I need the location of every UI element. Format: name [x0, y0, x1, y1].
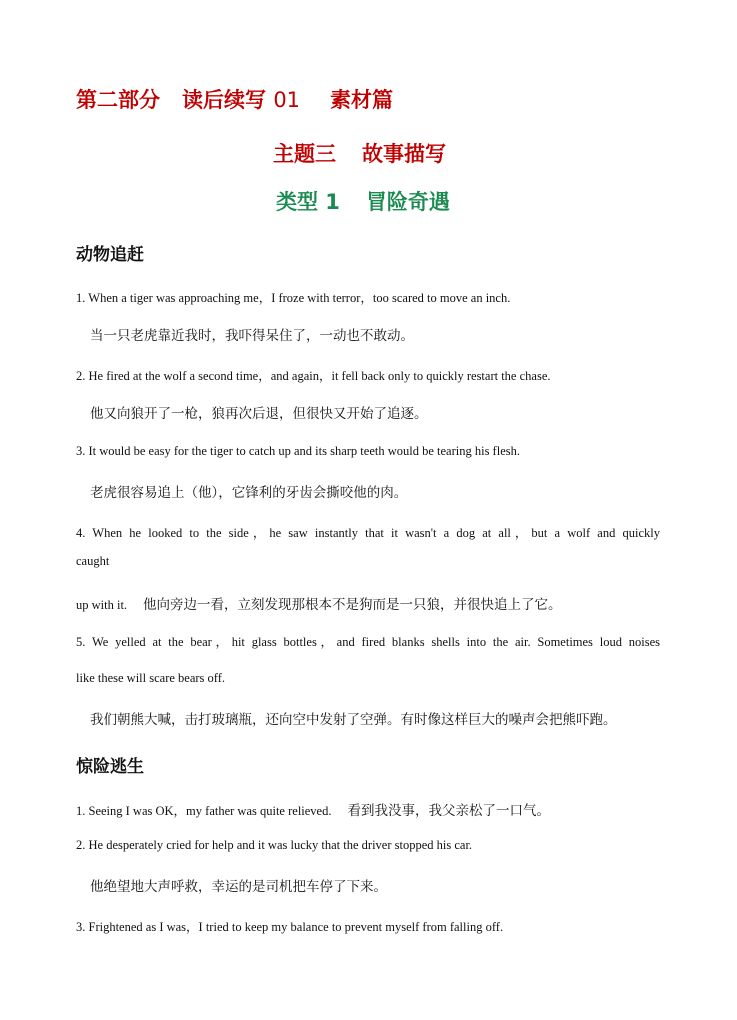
sentence-en: 2. He fired at the wolf a second time，and again，it fell back only to quickly restart the chase.: [76, 369, 551, 383]
type-label: 类型 1: [276, 190, 340, 214]
sentence-en-continued: like these will scare bears off.: [76, 671, 226, 685]
sentence-en-with-zh: [76, 593, 562, 613]
section-label: 读后续写: [182, 88, 266, 112]
section-heading-narrow-escape: 惊险逃生: [76, 757, 144, 777]
document-title: [76, 84, 393, 114]
sentence-zh: 他绝望地大声呼救，幸运的是司机把车停了下来。: [90, 879, 387, 895]
section-number: 01: [273, 88, 301, 112]
sentence-en: 4. When he looked to the side，he saw instantly that it wasn't a dog at all，but a wolf and quickly: [76, 526, 660, 540]
sentence-zh: 他向旁边一看，立刻发现那根本不是狗而是一只狼，并很快追上了它。: [143, 597, 562, 613]
type-title: [276, 186, 450, 216]
sentence-en: 2. He desperately cried for help and it was lucky that the driver stopped his car.: [76, 838, 473, 852]
sentence-en: 3. It would be easy for the tiger to catch up and its sharp teeth would be tearing his flesh.: [76, 444, 520, 458]
sentence-zh: 看到我没事，我父亲松了一口气。: [347, 803, 550, 819]
sentence-zh: 他又向狼开了一枪，狼再次后退，但很快又开始了追逐。: [90, 406, 428, 422]
part-label: 第二部分: [76, 88, 160, 112]
sentence-en: 3. Frightened as I was，I tried to keep my balance to prevent myself from falling off.: [76, 920, 504, 934]
theme-title: [273, 138, 446, 168]
sentence-en: 1. When a tiger was approaching me，I froze with terror，too scared to move an inch.: [76, 291, 511, 305]
type-name: 冒险奇遇: [365, 190, 450, 214]
sentence-en: 5. We yelled at the bear，hit glass bottles，and fired blanks shells into the air. Sometimes loud noises: [76, 635, 660, 649]
section-heading-animal-chase: 动物追赶: [76, 245, 144, 265]
sentence-en: 1. Seeing I was OK，my father was quite relieved.: [76, 804, 332, 818]
sentence-en-with-zh: [76, 799, 550, 819]
sentence-en-continued: caught: [76, 554, 110, 568]
sentence-en-continued: up with it.: [76, 598, 128, 612]
theme-label: 主题三: [273, 142, 336, 166]
category-label: 素材篇: [330, 88, 394, 112]
sentence-zh: 老虎很容易追上（他），它锋利的牙齿会撕咬他的肉。: [90, 485, 408, 501]
sentence-zh: 当一只老虎靠近我时，我吓得呆住了，一动也不敢动。: [90, 328, 414, 344]
sentence-zh: 我们朝熊大喊，击打玻璃瓶，还向空中发射了空弹。有时像这样巨大的噪声会把熊吓跑。: [90, 712, 617, 728]
theme-name: 故事描写: [362, 142, 446, 166]
